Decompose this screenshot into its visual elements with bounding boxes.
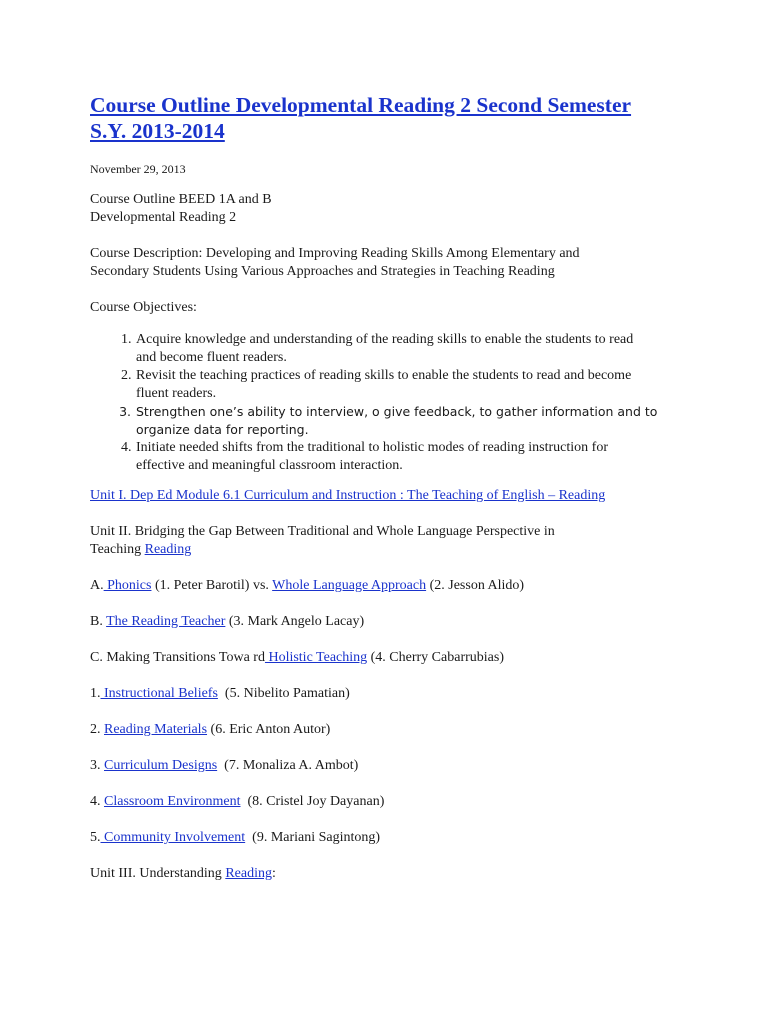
item-c-prefix: C. Making Transitions Towa rd: [90, 650, 265, 665]
item-c: [90, 649, 690, 667]
objective-text: fluent readers.: [136, 386, 217, 401]
description-line-1: Course Description: Developing and Improving Reading Skills Among Elementary and: [90, 246, 580, 261]
description-line-2: Secondary Students Using Various Approaches and Strategies in Teaching Reading: [90, 264, 555, 279]
classroom-environment-link[interactable]: Classroom Environment: [104, 794, 241, 809]
page-title: [90, 92, 690, 144]
holistic-teaching-link[interactable]: Holistic Teaching: [264, 650, 368, 665]
objective-text: and become fluent readers.: [136, 350, 287, 365]
outline-heading: [90, 191, 690, 227]
item-5-prefix: 5.: [90, 830, 101, 845]
item-a: [90, 577, 690, 595]
reading-teacher-link[interactable]: The Reading Teacher: [106, 614, 226, 629]
objectives-heading: Course Objectives:: [90, 300, 197, 315]
objective-item: [135, 331, 690, 367]
whole-language-link[interactable]: Whole Language Approach: [272, 578, 427, 593]
item-4-prefix: 4.: [90, 794, 104, 809]
unit-1-paragraph: [90, 487, 690, 505]
objective-text: effective and meaningful classroom interaction.: [136, 458, 403, 473]
unit-3-prefix: Unit III. Understanding: [90, 866, 226, 881]
item-a-suffix: (2. Jesson Alido): [426, 578, 525, 593]
objectives-list: [90, 331, 690, 475]
item-5: [90, 829, 690, 847]
community-involvement-link[interactable]: Community Involvement: [100, 830, 246, 845]
item-a-prefix: A.: [90, 578, 104, 593]
unit-2-prefix: Teaching: [90, 542, 145, 557]
item-3-suffix: (7. Monaliza A. Ambot): [217, 758, 359, 773]
objective-text: Revisit the teaching practices of reading skills to enable the students to read and become: [136, 368, 632, 383]
curriculum-designs-link[interactable]: Curriculum Designs: [104, 758, 218, 773]
item-a-mid: (1. Peter Barotil) vs.: [151, 578, 273, 593]
title-link[interactable]: [90, 93, 631, 143]
objective-item: [135, 367, 690, 403]
outline-line-2: Developmental Reading 2: [90, 210, 237, 225]
item-1-suffix: (5. Nibelito Pamatian): [217, 686, 350, 701]
unit-3-paragraph: [90, 865, 690, 883]
item-c-suffix: (4. Cherry Cabarrubias): [367, 650, 504, 665]
instructional-beliefs-link[interactable]: Instructional Beliefs: [100, 686, 218, 701]
item-5-suffix: (9. Mariani Sagintong): [245, 830, 381, 845]
unit-3-reading-link[interactable]: Reading: [225, 866, 272, 881]
title-line-1: Course Outline Developmental Reading 2 Second Semester: [90, 93, 632, 117]
item-4-suffix: (8. Cristel Joy Dayanan): [240, 794, 385, 809]
item-1-prefix: 1.: [90, 686, 101, 701]
item-3-prefix: 3.: [90, 758, 104, 773]
item-b-prefix: B.: [90, 614, 107, 629]
unit-2-reading-link[interactable]: Reading: [144, 542, 192, 557]
item-b-suffix: (3. Mark Angelo Lacay): [225, 614, 365, 629]
unit-3-suffix: :: [271, 866, 276, 881]
item-4: [90, 793, 690, 811]
course-description: [90, 245, 690, 281]
item-2-prefix: 2.: [90, 722, 104, 737]
item-b: [90, 613, 690, 631]
objective-item: [135, 439, 690, 475]
item-1: [90, 685, 690, 703]
document: [90, 92, 690, 883]
objective-text: Initiate needed shifts from the traditional to holistic modes of reading instruction for: [136, 440, 608, 455]
phonics-link[interactable]: Phonics: [103, 578, 152, 593]
outline-line-1: Course Outline BEED 1A and B: [90, 192, 272, 207]
item-2: [90, 721, 690, 739]
item-2-suffix: (6. Eric Anton Autor): [207, 722, 331, 737]
unit-2-line-1: Unit II. Bridging the Gap Between Traditional and Whole Language Perspective in: [90, 524, 555, 539]
post-date: November 29, 2013: [90, 162, 186, 176]
title-line-2: S.Y. 2013-2014: [90, 119, 225, 143]
item-3: [90, 757, 690, 775]
objective-text: Strengthen one’s ability to interview, o give feedback, to gather information and to: [136, 404, 658, 419]
objective-text: Acquire knowledge and understanding of the reading skills to enable the students to read: [136, 332, 634, 347]
objective-item: [135, 403, 690, 439]
unit-1-link[interactable]: Unit I. Dep Ed Module 6.1 Curriculum and Instruction : The Teaching of English – Reading: [90, 488, 606, 503]
objective-text: organize data for reporting.: [136, 422, 309, 437]
reading-materials-link[interactable]: Reading Materials: [104, 722, 208, 737]
unit-2-paragraph: [90, 523, 690, 559]
